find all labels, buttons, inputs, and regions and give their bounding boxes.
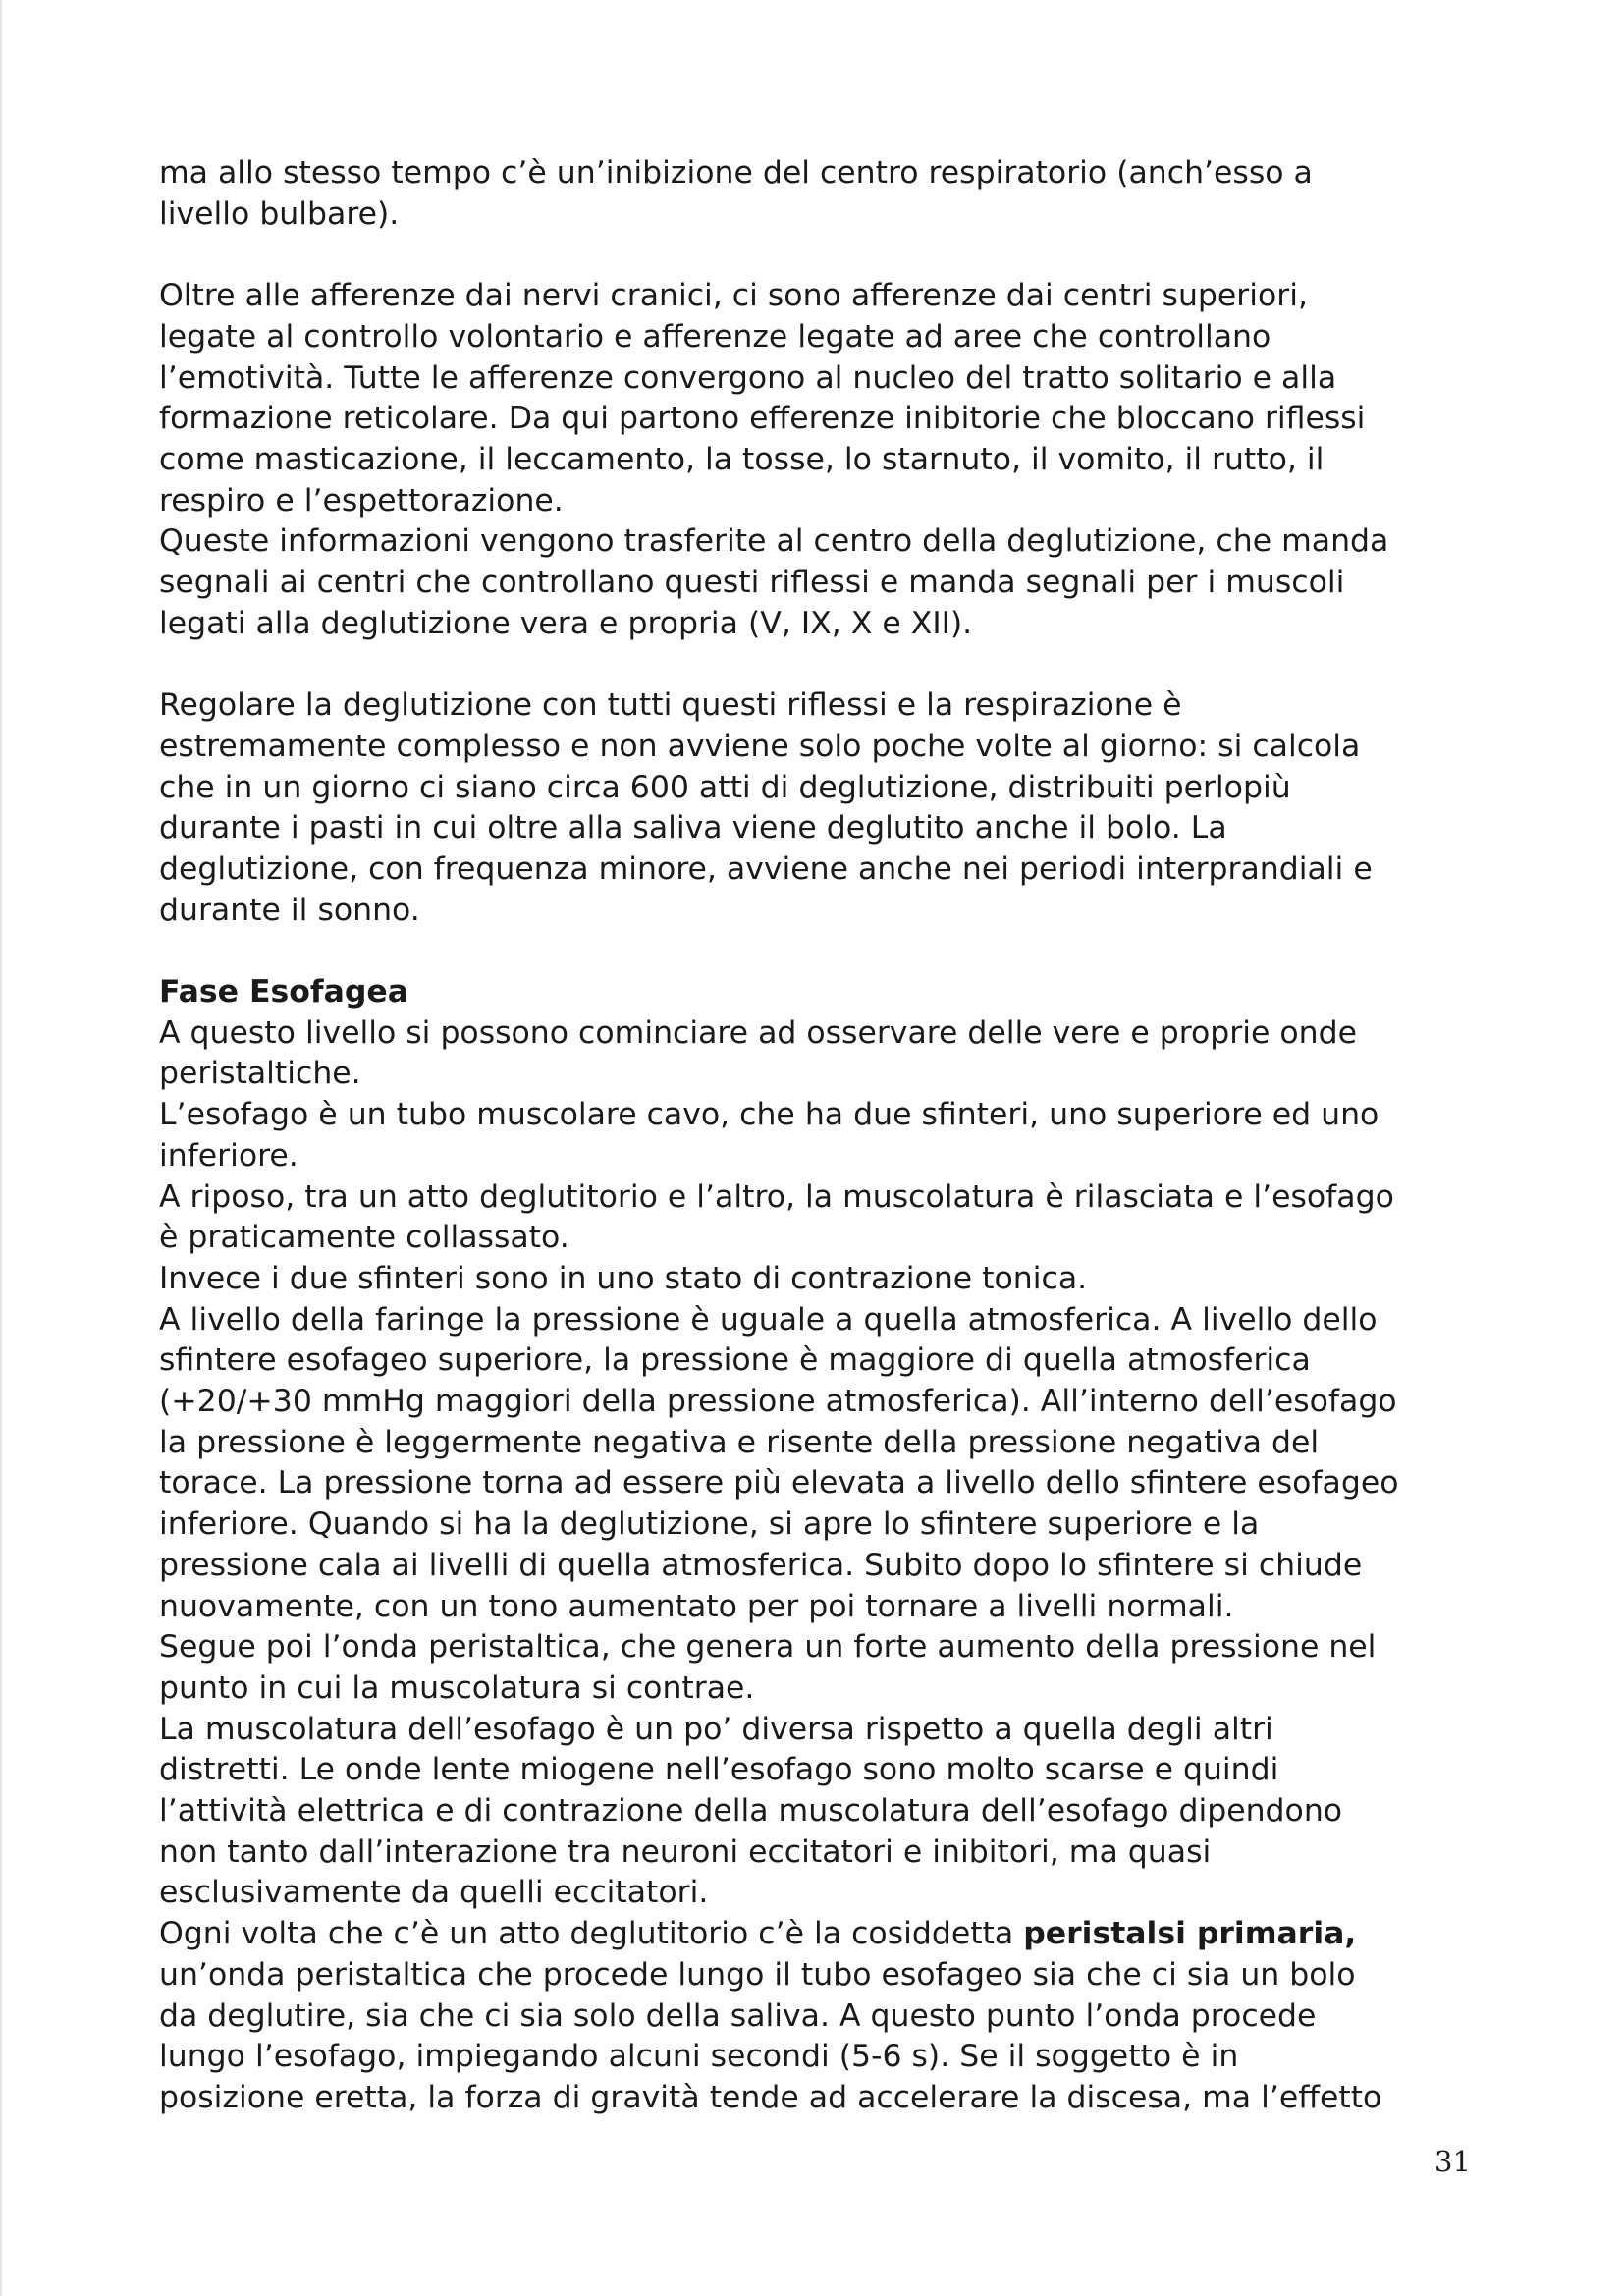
paragraph: L’esofago è un tubo muscolare cavo, che ha due sfinteri, uno superiore ed uno inferiore. bbox=[159, 1097, 1380, 1174]
paragraph: Segue poi l’onda peristaltica, che genera un forte aumento della pressione nel punto in cui la muscolatura si contrae. bbox=[159, 1629, 1377, 1706]
paragraph-gap bbox=[159, 644, 1494, 685]
page-number: 31 bbox=[1434, 2145, 1471, 2178]
body-text bbox=[159, 153, 1494, 2119]
paragraph-text: un’onda peristaltica che procede lungo il tubo esofageo sia che ci sia un bolo da deglutire, sia che ci sia solo della saliva. A questo punto l’onda procede lungo l’esofago, impiegando alcuni secondi (5-6 s). Se il soggetto è in posizione eretta, la forza di gravità tende ad accelerare la discesa, ma l’effetto bbox=[159, 1956, 1382, 2115]
section-heading: Fase Esofagea bbox=[159, 974, 409, 1011]
paragraph: A riposo, tra un atto deglutitorio e l’altro, la muscolatura è rilasciata e l’esofago è praticamente collassato. bbox=[159, 1178, 1394, 1256]
paragraph-gap bbox=[159, 931, 1494, 972]
paragraph-gap bbox=[159, 235, 1494, 276]
bold-term: peristalsi primaria, bbox=[1023, 1916, 1357, 1952]
paragraph: Invece i due sfinteri sono in uno stato di contrazione tonica. bbox=[159, 1260, 1088, 1296]
paragraph: A livello della faringe la pressione è uguale a quella atmosferica. A livello dello sfintere esofageo superiore, la pressione è maggiore di quella atmosferica (+20/+30 mmHg maggiori della pressione atmosferica). All’interno dell’esofago la pressione è leggermente negativa e risente della pressione negativa del torace. La pressione torna ad essere più elevata a livello dello sfintere esofageo inferiore. Quando si ha la deglutizione, si apre lo sfintere superiore e la pressione cala ai livelli di quella atmosferica. Subito dopo lo sfintere si chiude nuovamente, con un tono aumentato per poi tornare a livelli normali. bbox=[159, 1301, 1399, 1624]
paragraph: ma allo stesso tempo c’è un’inibizione del centro respiratorio (anch’esso a livello bulbare). bbox=[159, 155, 1313, 232]
paragraph: La muscolatura dell’esofago è un po’ diversa rispetto a quella degli altri distretti. Le onde lente miogene nell’esofago sono molto scarse e quindi l’attività elettrica e di contrazione della muscolatura dell’esofago dipendono non tanto dall’interazione tra neuroni eccitatori e inibitori, ma quasi esclusivamente da quelli eccitatori. bbox=[159, 1711, 1343, 1911]
paragraph: Regolare la deglutizione con tutti questi riflessi e la respirazione è estremamente complesso e non avviene solo poche volte al giorno: si calcola che in un giorno ci siano circa 600 atti di deglutizione, distribuiti perlopiù durante i pasti in cui oltre alla saliva viene deglutito anche il bolo. La deglutizione, con frequenza minore, avviene anche nei periodi interprandiali e durante il sonno. bbox=[159, 687, 1373, 928]
paragraph: A questo livello si possono cominciare ad osservare delle vere e proprie onde peristaltiche. bbox=[159, 1014, 1357, 1092]
paragraph bbox=[159, 1914, 1494, 2119]
paragraph: Queste informazioni vengono trasferite al centro della deglutizione, che manda segnali ai centri che controllano questi riflessi e manda segnali per i muscoli legati alla deglutizione vera e propria (V, IX, X e XII). bbox=[159, 523, 1389, 641]
paragraph: Oltre alle afferenze dai nervi cranici, ci sono afferenze dai centri superiori, legate al controllo volontario e afferenze legate ad aree che controllano l’emotività. Tutte le afferenze convergono al nucleo del tratto solitario e alla formazione reticolare. Da qui partono efferenze inibitorie che bloccano riflessi come masticazione, il leccamento, la tosse, lo starnuto, il vomito, il rutto, il respiro e l’espettorazione. bbox=[159, 278, 1366, 519]
paragraph-text: Ogni volta che c’è un atto deglutitorio c’è la cosiddetta bbox=[159, 1916, 1024, 1952]
